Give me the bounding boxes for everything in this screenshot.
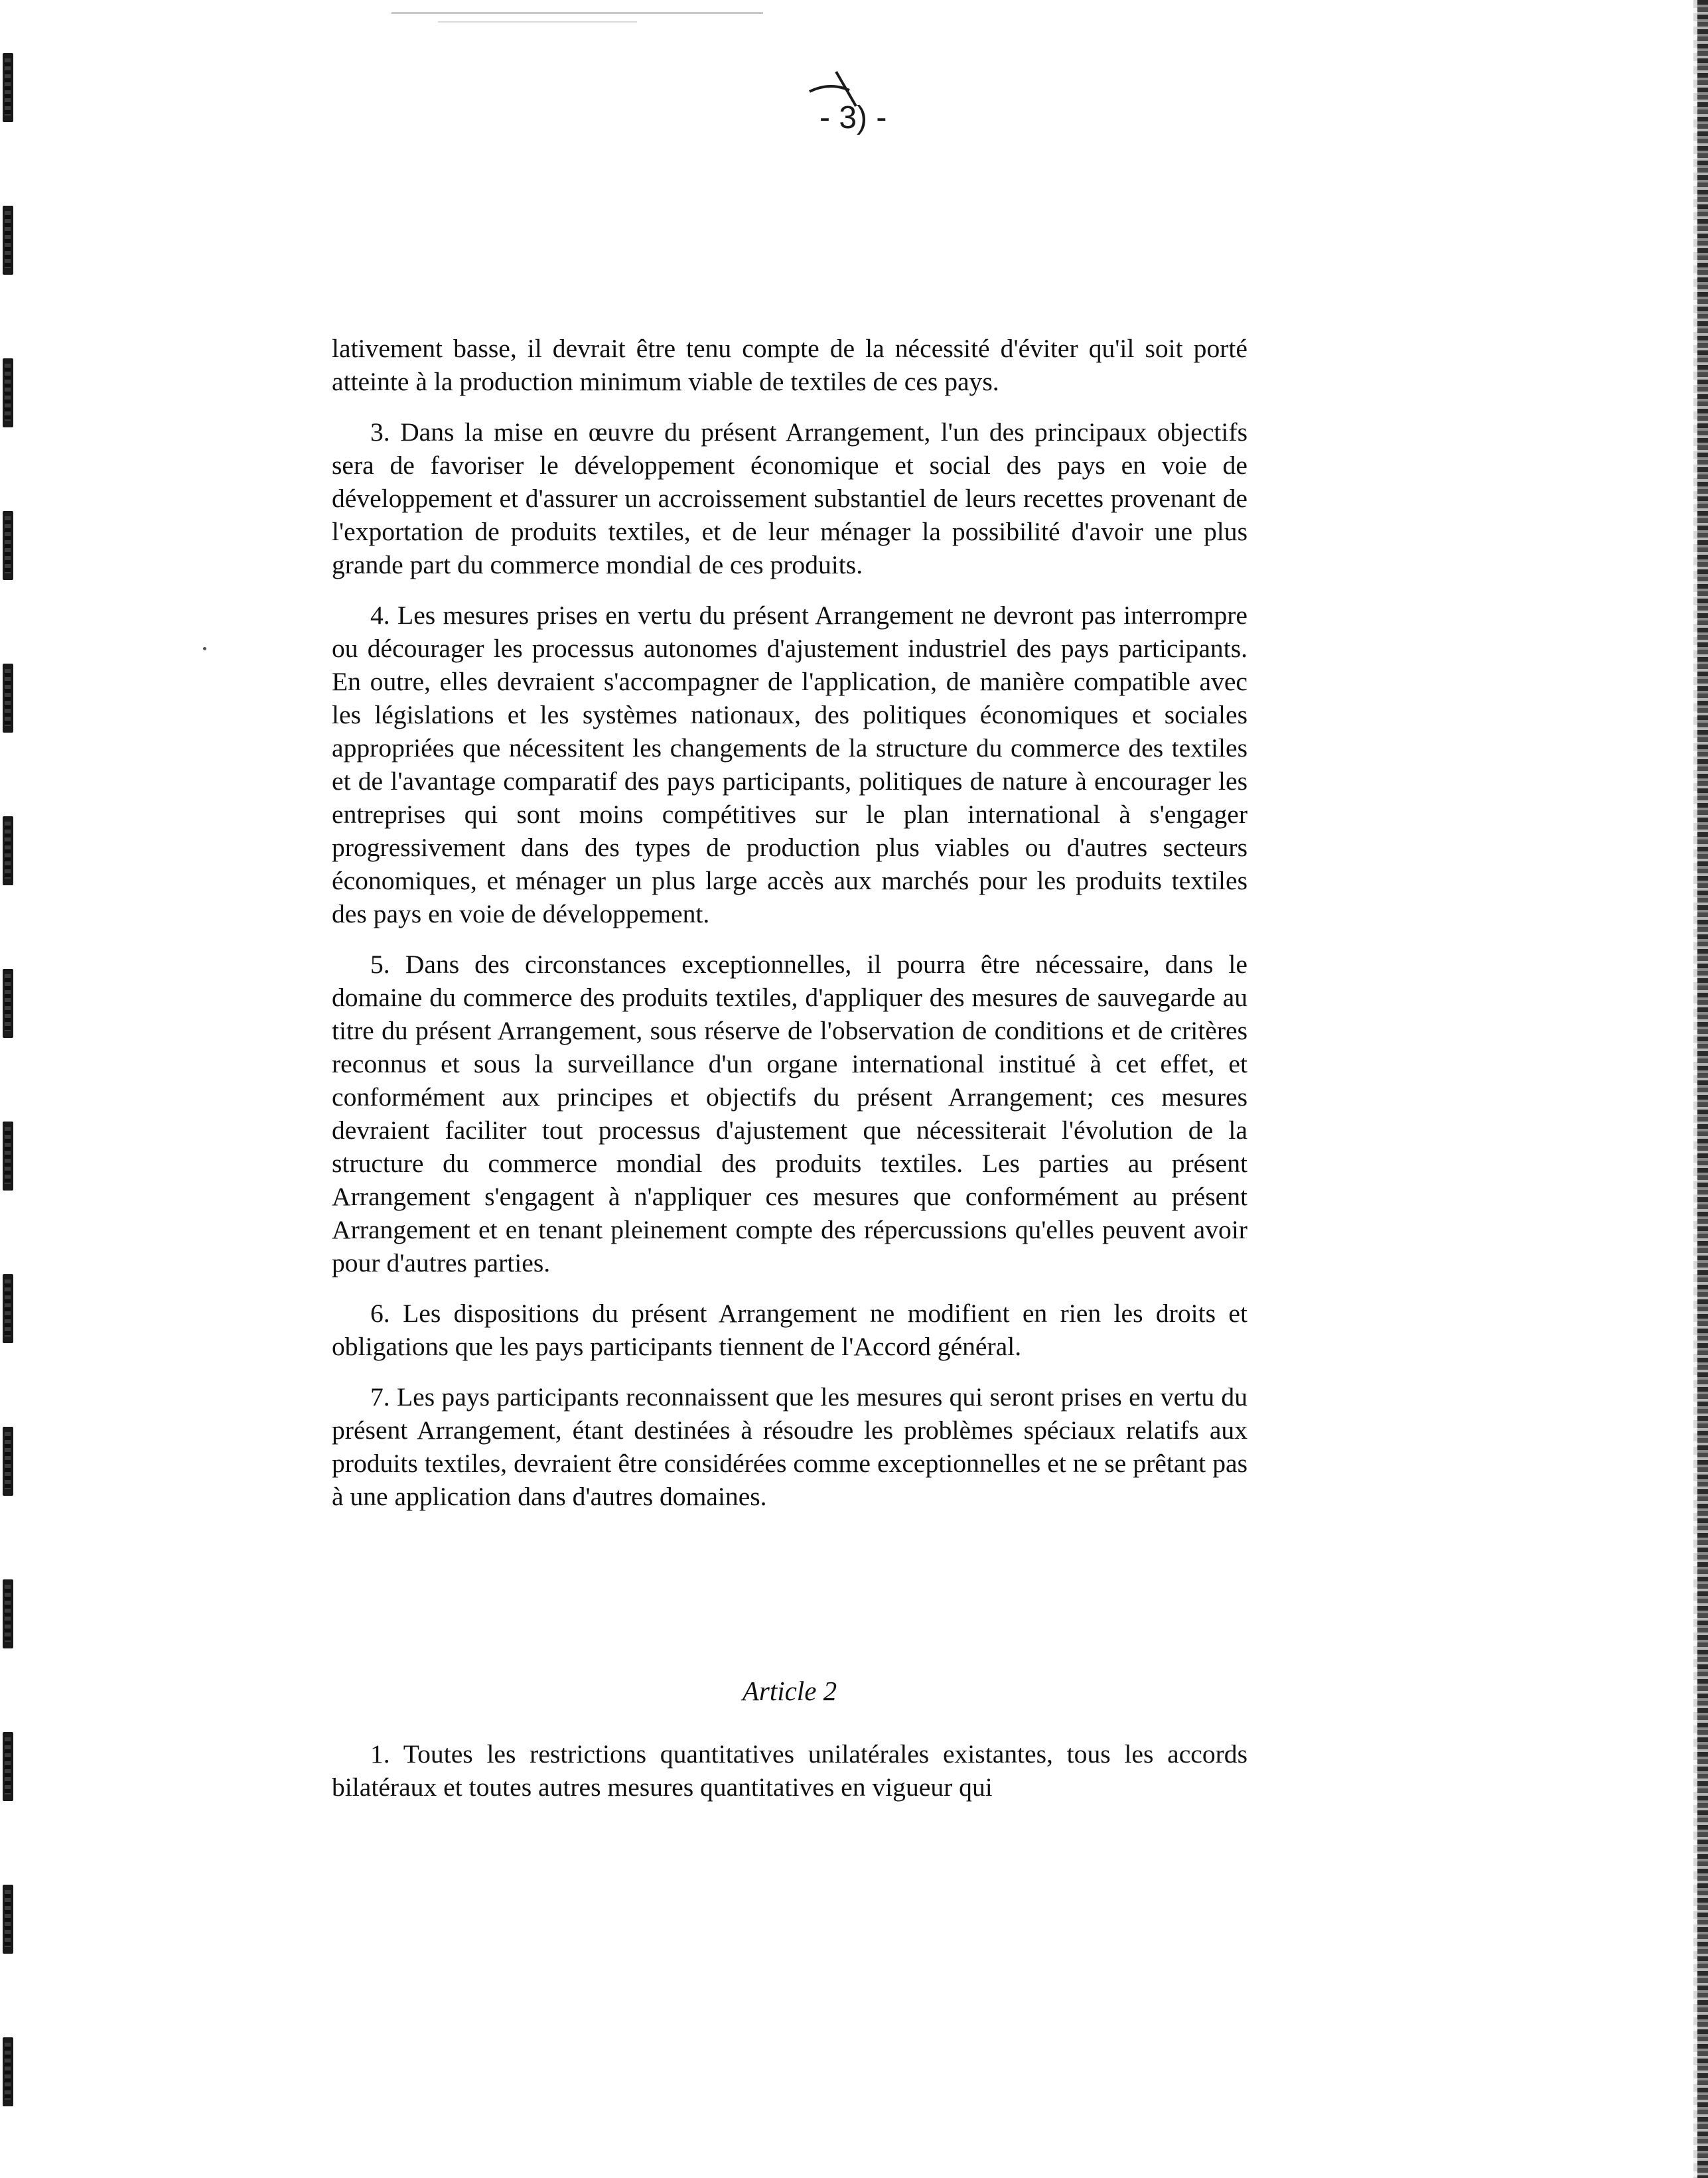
binding-hole: [3, 664, 13, 733]
binding-hole: [3, 358, 13, 427]
binding-hole: [3, 1579, 13, 1648]
scan-top-rule: [391, 12, 763, 14]
binding-hole: [3, 206, 13, 275]
page-number: - 3) -: [819, 100, 887, 135]
binding-hole: [3, 1274, 13, 1343]
binding-hole: [3, 2037, 13, 2106]
binding-hole: [3, 1427, 13, 1496]
paragraph: 3. Dans la mise en œuvre du présent Arrangement, l'un des principaux objectifs sera de favoriser le développement économique et social des pays en voie de développement et d'assurer un accroissement substantiel de leurs recettes provenant de l'exportation de produits textiles, et de leur ménager la possibilité d'avoir une plus grande part du commerce mondial de ces produits.: [332, 417, 1247, 579]
binding-hole: [3, 1122, 13, 1191]
binding-hole: [3, 53, 13, 122]
paragraph: 4. Les mesures prises en vertu du présent Arrangement ne devront pas interrompre ou décourager les processus autonomes d'ajustement industriel des pays participants. En outre, elles devraient s'accompagner de l'application, de manière compatible avec les législations et les systèmes nationaux, des politiques économiques et sociales appropriées que nécessitent les changements de la structure du commerce des textiles et de l'avantage comparatif des pays participants, politiques de nature à encourager les entreprises qui sont moins compétitives sur le plan international à s'engager progressivement dans des types de production plus viables ou d'autres secteurs économiques, et ménager un plus large accès aux marchés pour les produits textiles des pays en voie de développement.: [332, 601, 1247, 928]
scan-speck: [203, 647, 206, 650]
scan-top-rule-faint: [438, 21, 637, 23]
binding-hole: [3, 1732, 13, 1801]
paragraph: 6. Les dispositions du présent Arrangement ne modifient en rien les droits et obligations que les pays participants tiennent de l'Accord général.: [332, 1299, 1247, 1361]
paragraph: lativement basse, il devrait être tenu compte de la nécessité d'éviter qu'il soit porté atteinte à la production minimum viable de textiles de ces pays.: [332, 334, 1247, 396]
article-body: [332, 1737, 1247, 1821]
binding-hole: [3, 969, 13, 1038]
binding-hole: [3, 816, 13, 885]
article-heading: Article 2: [742, 1676, 837, 1706]
binding-hole: [3, 511, 13, 580]
body-text: [332, 332, 1247, 1530]
scan-right-edge: [1697, 0, 1708, 2178]
scan-right-edge-shadow: [1693, 0, 1697, 2178]
article-paragraph: 1. Toutes les restrictions quantitatives unilatérales existantes, tous les accords bilatéraux et toutes autres mesures quantitatives en vigueur qui: [332, 1739, 1247, 1802]
paragraph: 7. Les pays participants reconnaissent que les mesures qui seront prises en vertu du présent Arrangement, étant destinées à résoudre les problèmes spéciaux relatifs aux produits textiles, devraient être considérées comme exceptionnelles et ne se prêtant pas à une application dans d'autres domaines.: [332, 1382, 1247, 1511]
paragraph: 5. Dans des circonstances exceptionnelles, il pourra être nécessaire, dans le domaine du commerce des produits textiles, d'appliquer des mesures de sauvegarde au titre du présent Arrangement, sous réserve de l'observation de conditions et de critères reconnus et sous la surveillance d'un organe international institué à cet effet, et conformément aux principes et objectifs du présent Arrangement; ces mesures devraient faciliter tout processus d'ajustement que nécessiterait l'évolution de la structure du commerce mondial des produits textiles. Les parties au présent Arrangement s'engagent à n'appliquer ces mesures que conformément au présent Arrangement et en tenant pleinement compte des répercussions qu'elles peuvent avoir pour d'autres parties.: [332, 950, 1247, 1277]
binding-hole: [3, 1885, 13, 1954]
